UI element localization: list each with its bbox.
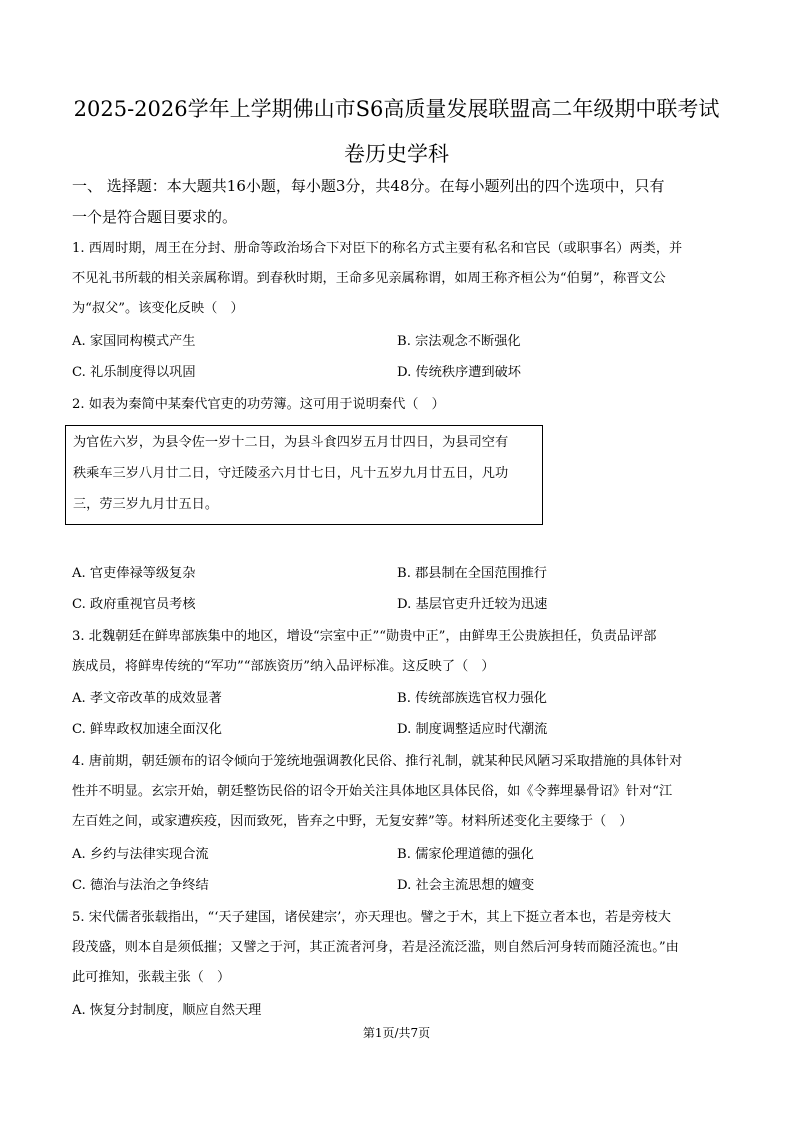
doc-title-line2: 卷历史学科 [344, 142, 449, 166]
q5-option-a: A. 恢复分封制度，顺应自然天理 [72, 1003, 262, 1018]
q1-option-a: A. 家国同构模式产生 [72, 334, 196, 349]
q1-option-d: D. 传统秩序遭到破坏 [397, 365, 521, 380]
q2-source-box [65, 425, 543, 525]
q2-option-b: B. 郡县制在全国范围推行 [397, 566, 547, 581]
q2-box-line2: 秩乘车三岁八月廿二日，守迁陵丞六月廿七日，凡十五岁九月廿五日，凡功 [73, 466, 509, 481]
q5-stem-line2: 段茂盛，则本自是须低摧；又譬之于河，其正流者河身，若是泾流泛滥，则自然后河身转而随泾流也。”由 [72, 940, 679, 955]
q4-option-b: B. 儒家伦理道德的强化 [397, 847, 534, 862]
q3-option-c: C. 鲜卑政权加速全面汉化 [72, 722, 222, 737]
section-heading: 一、 选择题：本大题共16小题，每小题3分，共48分。在每小题列出的四个选项中，只有 [72, 177, 665, 195]
q2-box-line1: 为官佐六岁，为县令佐一岁十二日，为县斗食四岁五月廿四日，为县司空有 [73, 435, 509, 450]
q1-stem-line1: 1. 西周时期，周王在分封、册命等政治场合下对臣下的称名方式主要有私名和官民（或职事名）两类，并 [72, 241, 683, 256]
q5-stem-line3: 此可推知，张载主张（ ） [72, 970, 231, 985]
q5-stem-line1: 5. 宋代儒者张载指出，“‘天子建国，诸侯建宗’，亦天理也。譬之于木，其上下挺立者本也，若是旁枝大 [72, 910, 671, 925]
page-footer: 第1页/共7页 [362, 1026, 431, 1040]
q2-option-c: C. 政府重视官员考核 [72, 597, 196, 612]
q3-option-a: A. 孝文帝改革的成效显著 [72, 691, 222, 706]
q1-option-b: B. 宗法观念不断强化 [397, 334, 521, 349]
section-heading-cont: 一个是符合题目要求的。 [72, 208, 238, 226]
q4-option-c: C. 德治与法治之争终结 [72, 878, 209, 893]
q1-option-c: C. 礼乐制度得以巩固 [72, 365, 196, 380]
q4-stem-line1: 4. 唐前期，朝廷颁布的诏令倾向于笼统地强调教化民俗、推行礼制，就某种民风陋习采取措施的具体针对 [72, 754, 683, 769]
q3-option-d: D. 制度调整适应时代潮流 [397, 722, 548, 737]
q3-stem-line2: 族成员，将鲜卑传统的“军功”“部族资历”纳入品评标准。这反映了（ ） [72, 659, 495, 674]
q4-stem-line3: 左百姓之间，或家遭疾疫，因而致死，皆弃之中野，无复安葬”等。材料所述变化主要缘于（ ） [72, 814, 633, 829]
q2-box-line3: 三，劳三岁九月廿五日。 [73, 497, 219, 512]
q3-stem-line1: 3. 北魏朝廷在鲜卑部族集中的地区，增设“宗室中正”“勋贵中正”，由鲜卑王公贵族担任，负责品评部 [72, 629, 657, 644]
q3-option-b: B. 传统部族选官权力强化 [397, 691, 547, 706]
q1-stem-line2: 不见礼书所载的相关亲属称谓。到春秋时期，王命多见亲属称谓，如周王称齐桓公为“伯舅”，称晋文公 [72, 271, 666, 286]
doc-title-line1: 2025-2026学年上学期佛山市S6高质量发展联盟高二年级期中联考试 [73, 97, 720, 121]
q2-option-a: A. 官吏俸禄等级复杂 [72, 566, 196, 581]
q2-option-d: D. 基层官吏升迁较为迅速 [397, 597, 548, 612]
q4-stem-line2: 性并不明显。玄宗开始，朝廷整饬民俗的诏令开始关注具体地区具体民俗，如《令葬埋暴骨诏》针对“江 [72, 784, 673, 799]
q2-stem: 2. 如表为秦简中某秦代官吏的功劳簿。这可用于说明秦代（ ） [72, 397, 445, 412]
q4-option-a: A. 乡约与法律实现合流 [72, 847, 209, 862]
q1-stem-line3: 为“叔父”。该变化反映（ ） [72, 301, 244, 316]
q4-option-d: D. 社会主流思想的嬗变 [397, 878, 535, 893]
